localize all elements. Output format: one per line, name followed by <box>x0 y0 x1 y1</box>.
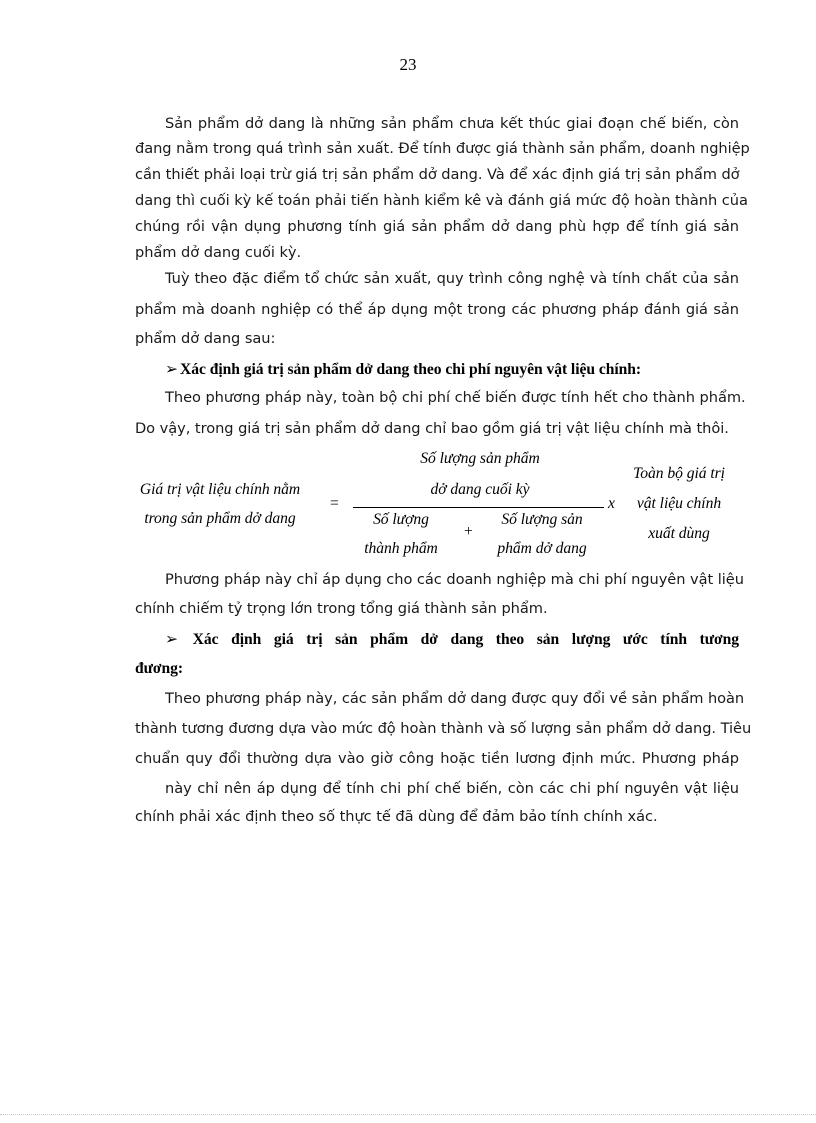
paragraph-2-line-3: phẩm dở dang sau: <box>135 330 276 347</box>
paragraph-1-line-2: đang nằm trong quá trình sản xuất. Để tính được giá thành sản phẩm, doanh nghiệp <box>135 140 750 157</box>
heading-2-line-1 <box>165 630 739 649</box>
formula-rhs-line-1: Toàn bộ giá trị <box>633 465 725 482</box>
paragraph-5-line-4: này chỉ nên áp dụng để tính chi phí chế biến, còn các chi phí nguyên vật liệu <box>165 780 739 797</box>
formula-lhs-line-1: Giá trị vật liệu chính nằm <box>139 481 301 498</box>
formula-equals-sign: = <box>330 495 339 512</box>
paragraph-5-line-3: chuẩn quy đổi thường dựa vào giờ công hoặc tiền lương định mức. Phương pháp <box>135 750 739 767</box>
paragraph-1-line-4: dang thì cuối kỳ kế toán phải tiến hành kiểm kê và đánh giá mức độ hoàn thành của <box>135 192 748 209</box>
paragraph-1-line-5: chúng rồi vận dụng phương tính giá sản phẩm dở dang phù hợp để tính giá sản <box>135 218 739 235</box>
formula-rhs-line-2: vật liệu chính <box>636 495 722 512</box>
heading-1-text: Xác định giá trị sản phẩm dở dang theo chi phí nguyên vật liệu chính: <box>180 361 642 378</box>
formula-denominator-right-line-2: phẩm dở dang <box>497 540 587 557</box>
formula-denominator-right-line-1: Số lượng sản <box>501 511 583 528</box>
paragraph-1-line-1: Sản phẩm dở dang là những sản phẩm chưa kết thúc giai đoạn chế biến, còn <box>165 115 739 132</box>
formula-plus-sign: + <box>464 523 473 540</box>
paragraph-3-line-2: Do vậy, trong giá trị sản phẩm dở dang chỉ bao gồm giá trị vật liệu chính mà thôi. <box>135 420 729 437</box>
paragraph-4-line-2: chính chiếm tỷ trọng lớn trong tổng giá thành sản phẩm. <box>135 600 548 617</box>
formula-numerator-line-1: Số lượng sản phẩm <box>420 450 540 467</box>
formula-times-sign: x <box>608 495 615 512</box>
formula-rhs-line-3: xuất dùng <box>648 525 710 542</box>
heading-1 <box>165 360 641 379</box>
page-bottom-divider <box>0 1114 816 1115</box>
formula-numerator-line-2: dở dang cuối kỳ <box>430 481 530 498</box>
heading-2-text: Xác định giá trị sản phẩm dở dang theo sản lượng ước tính tương <box>192 631 739 648</box>
formula-denominator-left-line-2: thành phẩm <box>364 540 438 557</box>
paragraph-1-line-6: phẩm dở dang cuối kỳ. <box>135 244 302 261</box>
formula-denominator-left-line-1: Số lượng <box>373 511 429 528</box>
paragraph-5-line-2: thành tương đương dựa vào mức độ hoàn thành và số lượng sản phẩm dở dang. Tiêu <box>135 720 752 737</box>
arrow-bullet-icon: ➢ <box>165 630 179 648</box>
arrow-bullet-icon: ➢ <box>165 360 179 378</box>
paragraph-4-line-1: Phương pháp này chỉ áp dụng cho các doanh nghiệp mà chi phí nguyên vật liệu <box>165 571 744 588</box>
paragraph-2-line-2: phẩm mà doanh nghiệp có thể áp dụng một trong các phương pháp đánh giá sản <box>135 301 739 318</box>
formula-fraction-bar <box>353 507 604 508</box>
paragraph-3-line-1: Theo phương pháp này, toàn bộ chi phí chế biến được tính hết cho thành phẩm. <box>165 389 746 406</box>
formula-lhs-line-2: trong sản phẩm dở dang <box>144 510 296 527</box>
paragraph-5-line-5: chính phải xác định theo số thực tế đã dùng để đảm bảo tính chính xác. <box>135 808 658 825</box>
heading-2-line-2: đương: <box>135 660 184 677</box>
paragraph-2-line-1: Tuỳ theo đặc điểm tổ chức sản xuất, quy trình công nghệ và tính chất của sản <box>165 270 739 287</box>
paragraph-1-line-3: cần thiết phải loại trừ giá trị sản phẩm dở dang. Và để xác định giá trị sản phẩm dở <box>135 166 740 183</box>
paragraph-5-line-1: Theo phương pháp này, các sản phẩm dở dang được quy đổi về sản phẩm hoàn <box>165 690 745 707</box>
page-number: 23 <box>399 55 417 74</box>
